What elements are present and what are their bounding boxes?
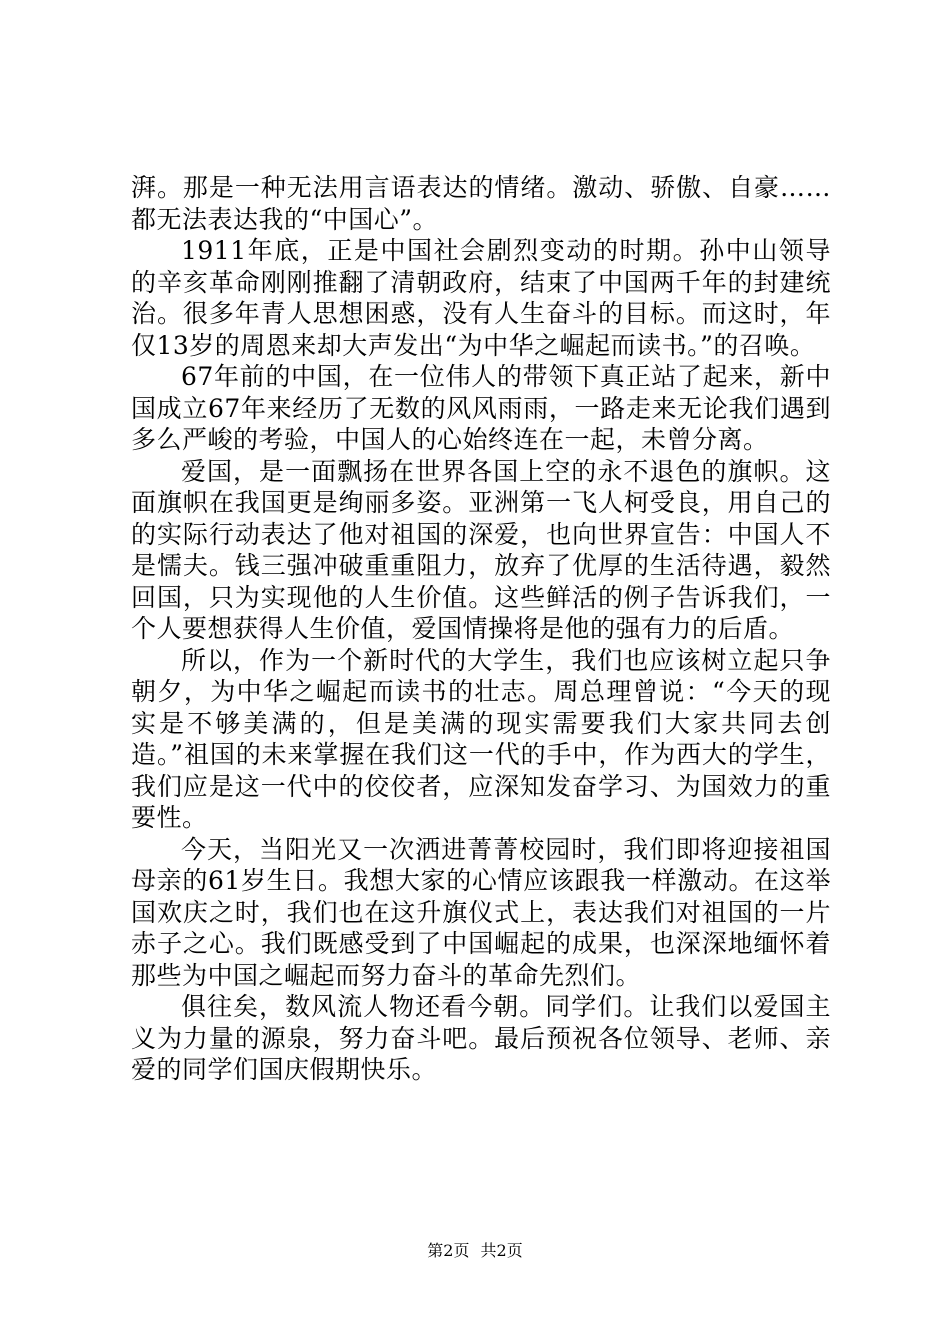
paragraph-closing: 俱往矣，数风流人物还看今朝。同学们。让我们以爱国主义为力量的源泉，努力奋斗吧。最后预祝各位领导、老师、亲爱的同学们国庆假期快乐。 (131, 992, 831, 1084)
paragraph-patriotism: 爱国，是一面飘扬在世界各国上空的永不退色的旗帜。这面旗帜在我国更是绚丽多姿。亚洲第一飞人柯受良，用自己的的实际行动表达了他对祖国的深爱，也向世界宣告：中国人不是懦夫。钱三强冲破重重阻力，放弃了优厚的生活待遇，毅然回国，只为实现他的人生价值。这些鲜活的例子告诉我们，一个人要想获得人生价值，爱国情操将是他的强有力的后盾。 (131, 456, 831, 643)
document-body (131, 172, 831, 1086)
page-number-current: 第2页 (427, 1241, 470, 1260)
page-number-total: 共2页 (480, 1241, 523, 1260)
paragraph-continuation: 湃。那是一种无法用言语表达的情绪。激动、骄傲、自豪……都无法表达我的“中国心”。 (131, 173, 831, 234)
page-footer (0, 1241, 950, 1261)
paragraph-1911: 1911年底，正是中国社会剧烈变动的时期。孙中山领导的辛亥革命刚刚推翻了清朝政府，结束了中国两千年的封建统治。很多年青人思想困惑，没有人生奋斗的目标。而这时，年仅13岁的周恩来却大声发出“为中华之崛起而读书。”的召唤。 (131, 236, 831, 360)
paragraph-student-duty: 所以，作为一个新时代的大学生，我们也应该树立起只争朝夕，为中华之崛起而读书的壮志。周总理曾说：“今天的现实是不够美满的，但是美满的现实需要我们大家共同去创造。”祖国的未来掌握在我们这一代的手中，作为西大的学生，我们应是这一代中的佼佼者，应深知发奋学习、为国效力的重要性。 (131, 645, 831, 832)
paragraph-national-day: 今天，当阳光又一次洒进菁菁校园时，我们即将迎接祖国母亲的61岁生日。我想大家的心情应该跟我一样激动。在这举国欢庆之时，我们也在这升旗仪式上，表达我们对祖国的一片赤子之心。我们既感受到了中国崛起的成果，也深深地缅怀着那些为中国之崛起而努力奋斗的革命先烈们。 (131, 834, 831, 990)
paragraph-67-years: 67年前的中国，在一位伟人的带领下真正站了起来，新中国成立67年来经历了无数的风风雨雨，一路走来无论我们遇到多么严峻的考验，中国人的心始终连在一起，未曾分离。 (131, 362, 831, 454)
